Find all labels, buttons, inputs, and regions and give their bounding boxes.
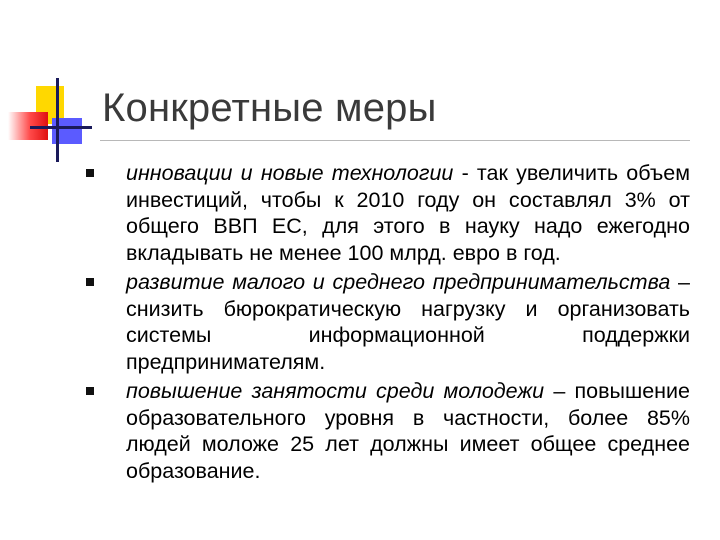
bullet-marker-icon [86, 169, 94, 177]
bullet-lead: развитие малого и среднего предпринимательства [126, 270, 671, 294]
bullet-text: - так увеличить объем инвестиций, чтобы к 2010 году он составлял 3% от общего ВВП ЕС, для этого в науку надо ежегодно вкладывать не менее 100 млрд. евро в год. [126, 161, 690, 265]
bullet-marker-icon [86, 278, 94, 286]
title-underline [100, 140, 690, 141]
bullet-list [0, 160, 720, 484]
bullet-text: – повышение образовательного уровня в частности, более 85% людей моложе 25 лет должны имеет общее среднее образование. [126, 379, 690, 483]
bullet-lead: инновации и новые технологии [126, 161, 454, 185]
bullet-text: – снизить бюрократическую нагрузку и организовать системы информационной поддержки предпринимателям. [126, 270, 690, 374]
slide-title: Конкретные меры [102, 86, 437, 130]
logo-vertical-line [56, 78, 59, 162]
bullet-item [0, 269, 720, 375]
logo-horizontal-line [30, 126, 92, 129]
bullet-lead: повышение занятости среди молодежи [126, 379, 545, 403]
bullet-marker-icon [86, 387, 94, 395]
bullet-item [0, 378, 720, 484]
bullet-item [0, 160, 720, 266]
slide-logo [0, 0, 110, 170]
